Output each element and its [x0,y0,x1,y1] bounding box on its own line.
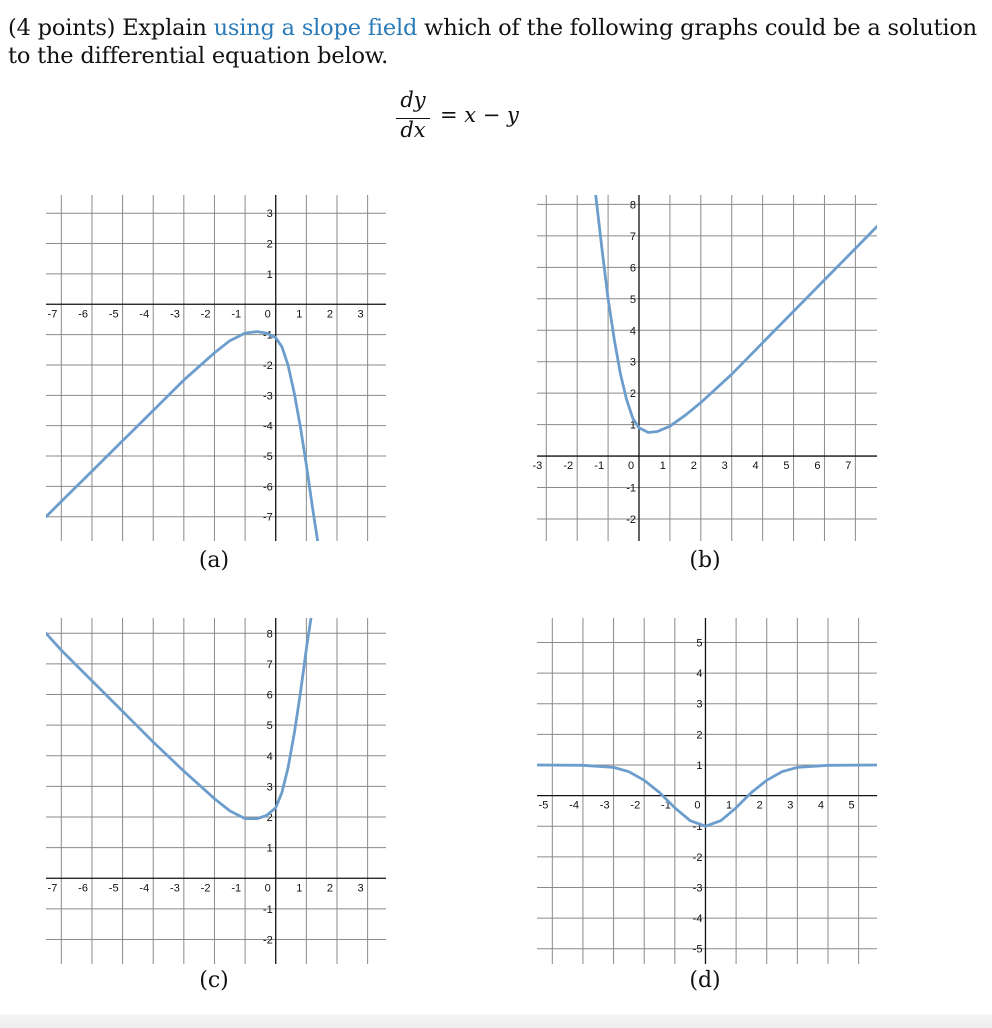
y-tick-label: 7 [629,230,636,243]
y-tick-label: -4 [692,913,703,926]
y-tick-label: -1 [626,482,636,495]
x-tick-label: -2 [630,799,641,812]
y-tick-label: 4 [629,325,636,338]
x-tick-label: -1 [661,799,671,812]
graph-b-plot [532,195,877,541]
x-tick-label: 7 [845,460,852,473]
y-tick-label: 1 [629,419,636,432]
y-tick-label: 6 [629,262,636,275]
x-tick-label: 2 [326,308,333,321]
x-tick-label: 0 [627,460,635,473]
y-tick-label: 4 [696,668,703,681]
graph-c [46,618,386,964]
y-tick-label: -4 [262,420,273,433]
y-tick-label: -3 [262,390,273,403]
x-tick-label: -1 [594,460,605,473]
x-tick-label: 3 [357,308,364,321]
y-tick-label: 1 [266,268,273,281]
x-tick-label: -3 [599,799,610,812]
y-tick-label: -2 [262,359,273,372]
footer-strip [0,1014,992,1028]
x-tick-label: -1 [231,308,242,321]
y-tick-label: -2 [626,513,636,526]
solution-curve [596,195,877,433]
graph-a [46,195,386,541]
y-tick-label: 2 [629,388,636,401]
y-tick-label: -2 [262,934,273,947]
x-tick-label: 5 [848,799,855,812]
x-tick-label: -2 [563,460,574,473]
x-tick-label: 4 [817,799,824,812]
graph-a-plot [46,195,386,541]
x-tick-label: -5 [108,882,119,895]
y-tick-label: 5 [696,637,703,650]
slope-field-link[interactable]: using a slope field [213,15,418,41]
fraction-numerator: dy [400,88,426,112]
y-tick-label: 3 [629,356,636,369]
caption-c: (c) [199,968,229,993]
x-tick-label: -4 [569,799,579,812]
x-tick-label: 3 [787,799,794,812]
y-tick-label: -6 [262,481,273,494]
y-tick-label: 2 [696,729,703,742]
y-tick-label: -1 [692,821,703,834]
x-tick-label: 0 [694,799,701,812]
x-tick-label: -2 [200,882,211,895]
y-tick-label: -2 [692,851,703,864]
y-tick-label: 3 [266,781,273,794]
y-tick-label: 3 [696,698,703,711]
caption-d: (d) [689,968,721,993]
equation-rhs: = x − y [440,103,519,127]
x-tick-label: 2 [690,460,697,473]
y-tick-label: 1 [696,759,703,772]
y-tick-label: 6 [266,689,273,702]
y-tick-label: 2 [266,238,273,251]
x-tick-label: -5 [108,308,119,321]
y-tick-label: -5 [692,943,703,956]
graph-b [532,195,877,541]
graph-d-plot [537,618,877,964]
x-tick-label: -7 [47,882,58,895]
y-tick-label: 5 [266,720,273,733]
x-tick-label: -5 [538,799,549,812]
x-tick-label: -7 [47,308,58,321]
x-tick-label: 1 [296,308,303,321]
graph-d [537,618,877,964]
x-tick-label: 4 [752,460,759,473]
x-tick-label: -4 [139,882,150,895]
y-tick-label: -1 [262,329,273,342]
x-tick-label: -3 [170,882,180,895]
y-tick-label: 1 [266,842,273,855]
y-tick-label: 3 [266,208,273,221]
y-tick-label: -1 [262,903,273,916]
x-tick-label: 2 [756,799,763,812]
y-tick-label: 5 [629,293,636,306]
y-tick-label: 8 [266,628,273,641]
x-tick-label: 2 [326,882,333,895]
x-tick-label: 6 [814,460,821,473]
x-tick-label: -2 [200,308,211,321]
x-tick-label: 5 [783,460,790,473]
x-tick-label: -6 [78,882,88,895]
x-tick-label: -3 [170,308,180,321]
x-tick-label: -6 [78,308,88,321]
question-suffix: which of the following graphs could be a solution to the differential equation below. [8,15,977,69]
graph-c-plot [46,618,386,964]
x-tick-label: 3 [357,882,364,895]
x-tick-label: -1 [231,882,242,895]
x-tick-label: -4 [139,308,150,321]
question-prefix: (4 points) Explain [8,15,214,41]
solution-curve [46,329,319,547]
y-tick-label: 2 [266,812,273,825]
x-tick-label: 1 [659,460,666,473]
x-tick-label: 0 [264,308,271,321]
y-tick-label: -7 [262,511,273,524]
caption-a: (a) [198,548,230,573]
x-tick-label: 3 [721,460,728,473]
x-tick-label: 1 [725,799,733,812]
y-tick-label: 4 [266,750,273,763]
x-tick-label: -3 [532,460,543,473]
question-text [8,14,983,70]
y-tick-label: 8 [629,199,636,212]
y-tick-label: -5 [262,451,273,464]
x-tick-label: 1 [296,882,303,895]
fraction-denominator: dx [400,118,426,142]
y-tick-label: -3 [692,882,703,895]
x-tick-label: 0 [264,882,271,895]
caption-b: (b) [689,548,721,573]
y-tick-label: 7 [266,658,273,671]
